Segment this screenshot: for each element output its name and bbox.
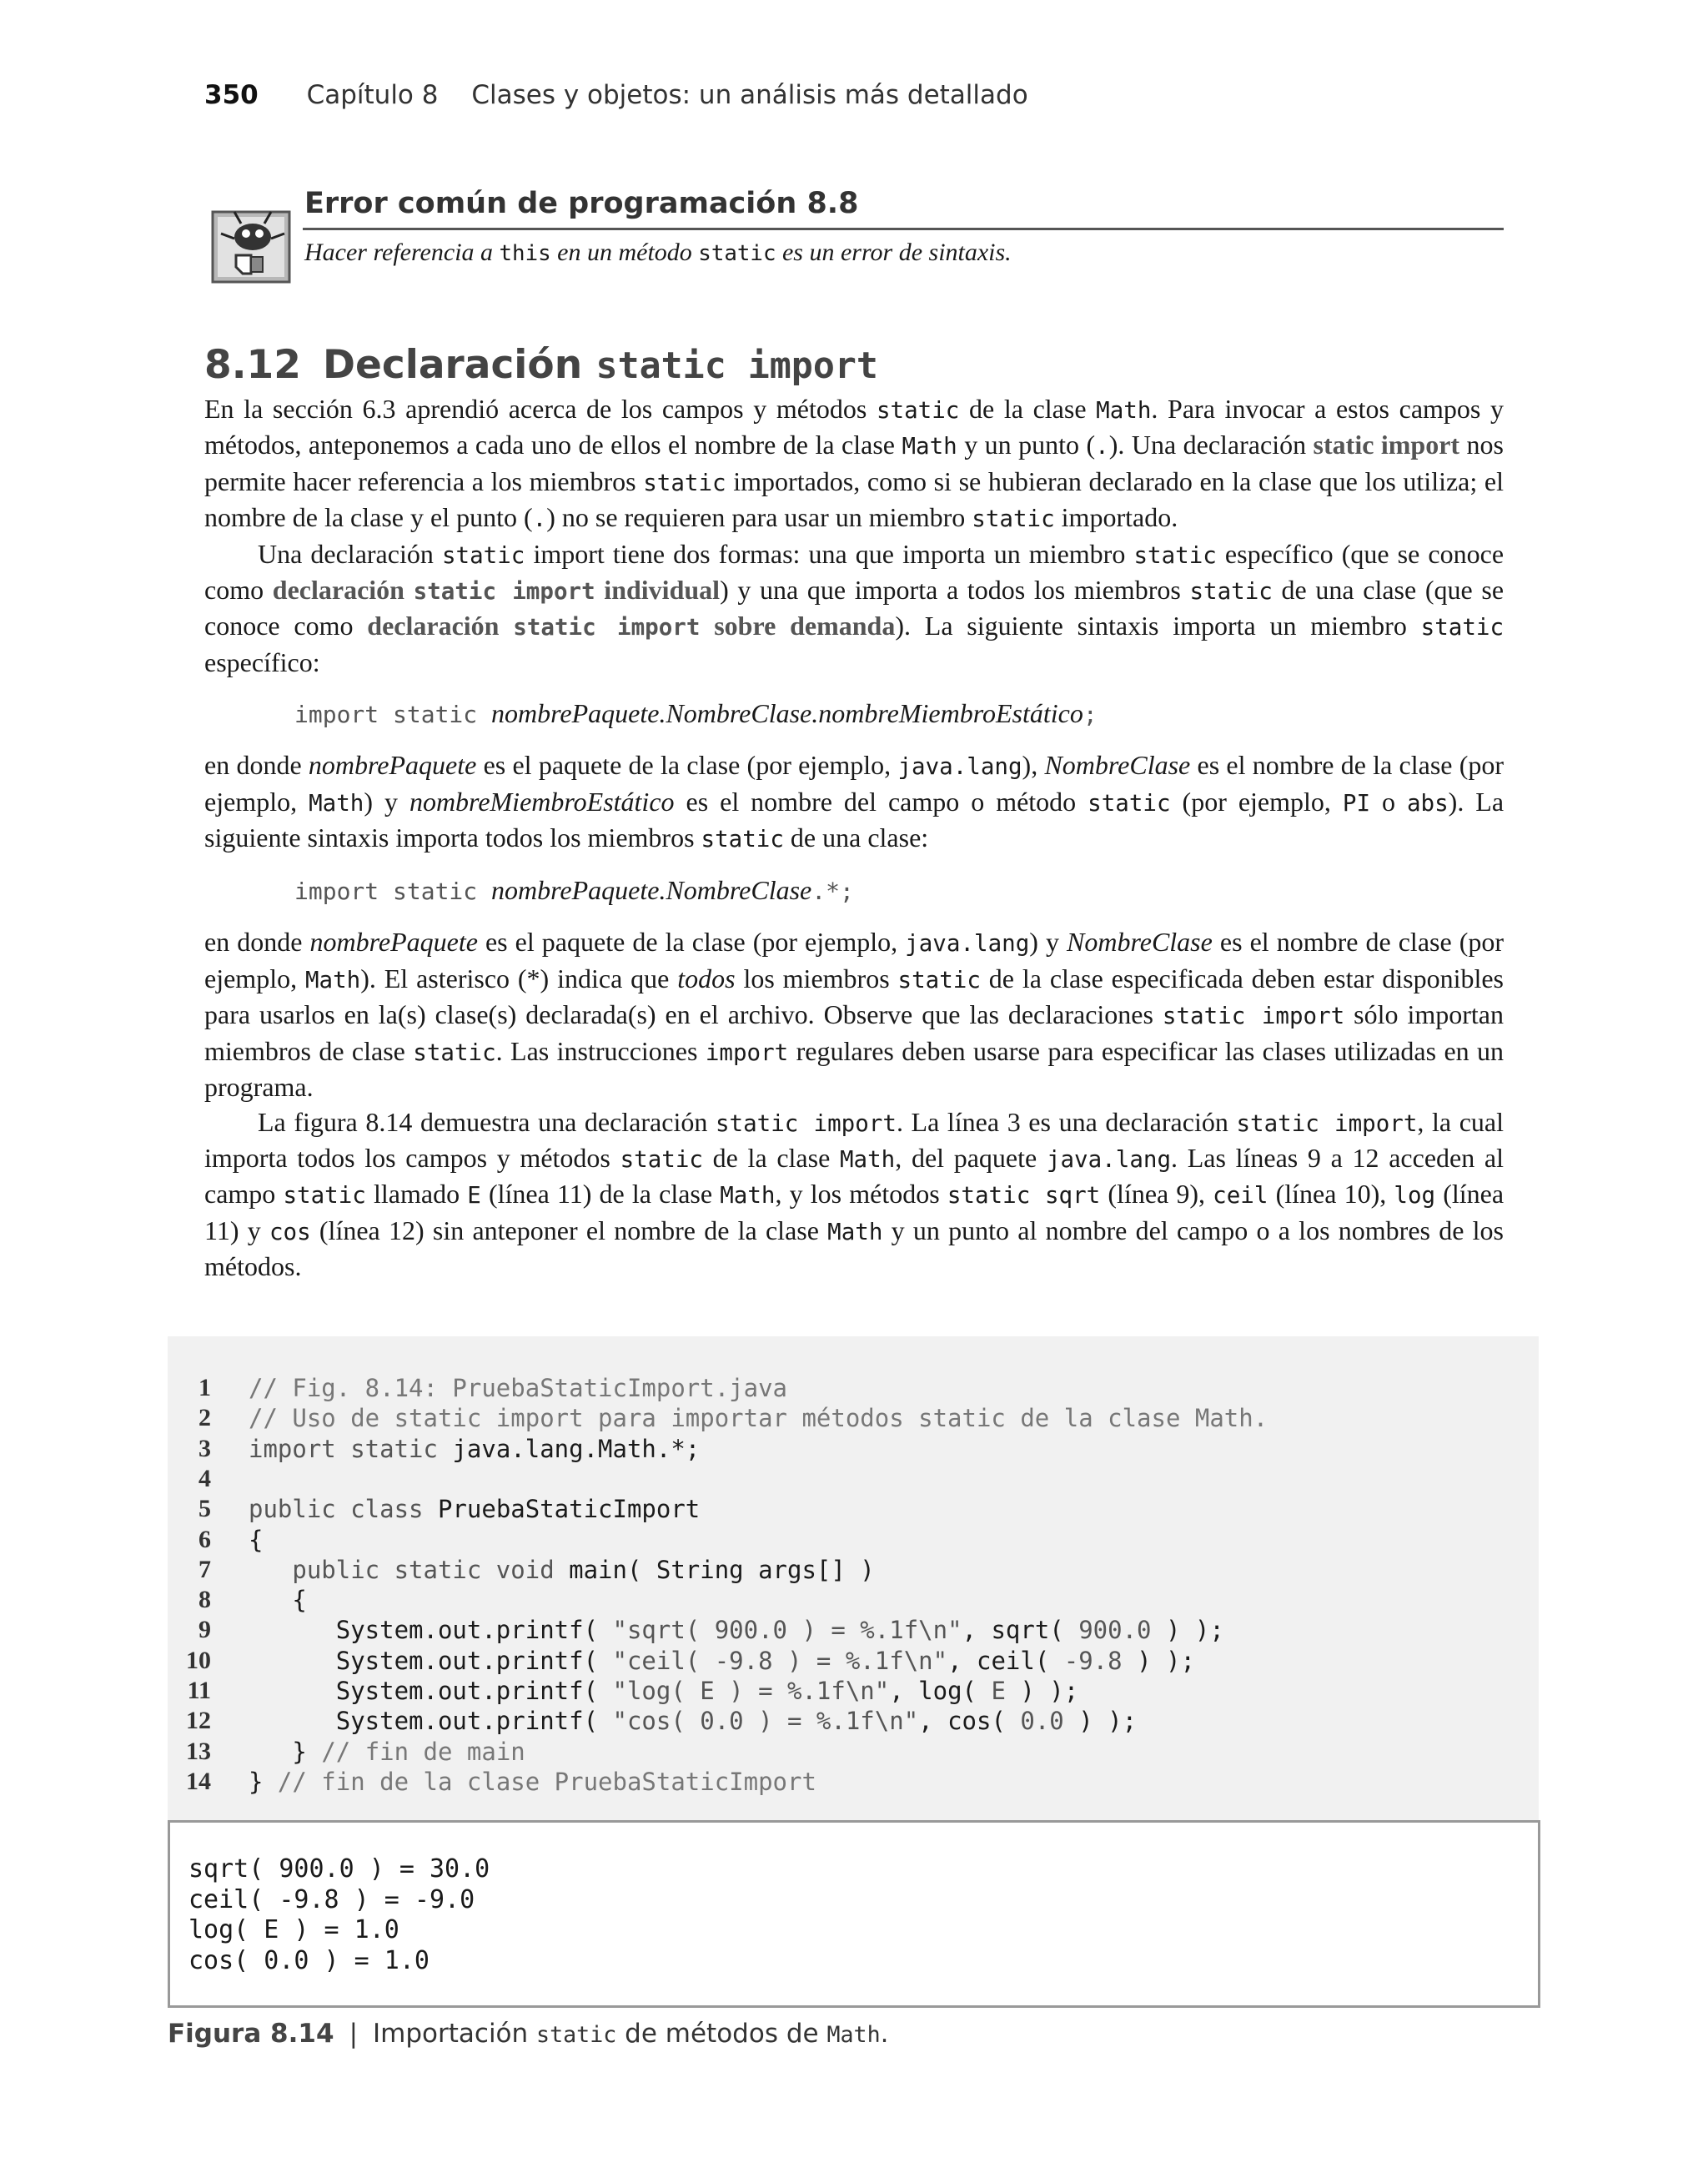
chapter-label: Capítulo 8 [306, 80, 439, 110]
paragraph: En la sección 6.3 aprendió acerca de los campos y métodos static de la clase Math. Para invocar a estos campos y métodos, anteponemos a cada uno de ellos el nombre de la clase Math y un punto (.). Una declaración static import nos permite hacer referencia a los miembros static importados, como si se hubieran declarado en la clase que los utiliza; el nombre de la clase y el punto (.) no se requieren para usar un miembro static importado. [204, 394, 1505, 533]
code-text: } // fin de la clase PruebaStaticImport [249, 1767, 816, 1796]
code-text: System.out.printf( "ceil( -9.8 ) = %.1f\n", ceil( -9.8 ) ); [249, 1646, 1195, 1675]
code-listing [168, 1336, 1539, 1820]
section-heading [204, 342, 878, 388]
page-number: 350 [204, 80, 259, 110]
error-title: Error común de programación 8.8 [304, 187, 859, 220]
running-head [204, 80, 1028, 110]
line-number: 3 [198, 1434, 211, 1462]
key-term: declaración static import sobre demanda [367, 611, 896, 641]
line-number: 11 [187, 1677, 211, 1704]
key-term: static import [1313, 430, 1460, 460]
code-text: System.out.printf( "cos( 0.0 ) = %.1f\n", cos( 0.0 ) ); [249, 1707, 1138, 1736]
output-line: sqrt( 900.0 ) = 30.0 [188, 1854, 490, 1884]
program-output [168, 1820, 1540, 2008]
line-number: 1 [198, 1374, 211, 1401]
error-text: Hacer referencia a this en un método static es un error de sintaxis. [304, 239, 1012, 266]
line-number: 7 [198, 1555, 211, 1583]
code-text: System.out.printf( "sqrt( 900.0 ) = %.1f\n", sqrt( 900.0 ) ); [249, 1616, 1224, 1645]
line-number: 14 [186, 1767, 211, 1795]
code-text: { [249, 1586, 307, 1615]
section-title-code: static import [595, 345, 878, 387]
divider [303, 228, 1504, 230]
code-text: public static void main( String args[] ) [249, 1555, 875, 1584]
figure-label: Figura 8.14 [168, 2019, 334, 2049]
caption-separator: | [349, 2019, 359, 2049]
code-text: System.out.printf( "log( E ) = %.1f\n", log( E ) ); [249, 1677, 1079, 1705]
paragraph: La figura 8.14 demuestra una declaración static import. La línea 3 es una declaración static import, la cual importa todos los campos y métodos static de la clase Math, del paquete java.lang. Las líneas 9 a 12 acceden al campo static llamado E (línea 11) de la clase Math, y los métodos static sqrt (línea 9), ceil (línea 10), log (línea 11) y cos (línea 12) sin anteponer el nombre de la clase Math y un punto al nombre del campo o a los nombres de los métodos. [204, 1106, 1505, 1282]
code-text: } // fin de main [249, 1737, 525, 1766]
line-number: 13 [186, 1737, 211, 1765]
chapter-title: Clases y objetos: un análisis más detallado [471, 80, 1028, 110]
figure-caption: Figura 8.14 | Importación static de métodos de Math. [168, 2019, 889, 2049]
code-text: // Fig. 8.14: PruebaStaticImport.java [249, 1374, 788, 1402]
code-text: // Uso de static import para importar métodos static de la clase Math. [249, 1404, 1268, 1433]
common-error-box [211, 185, 1504, 285]
code-text: { [249, 1525, 264, 1554]
bug-thumbs-down-icon [211, 205, 294, 285]
line-number: 4 [198, 1464, 211, 1492]
output-text [188, 1854, 490, 1976]
line-number: 12 [186, 1707, 211, 1735]
section-number: 8.12 [204, 342, 301, 388]
line-number: 8 [198, 1586, 211, 1614]
output-line: log( E ) = 1.0 [188, 1915, 399, 1944]
code-text: public class PruebaStaticImport [249, 1495, 701, 1524]
key-term: declaración static import individual [272, 575, 721, 606]
syntax-example: import static nombrePaquete.NombreClase.*; [294, 875, 854, 906]
output-line: cos( 0.0 ) = 1.0 [188, 1945, 430, 1975]
paragraph: en donde nombrePaquete es el paquete de la clase (por ejemplo, java.lang), NombreClase es el nombre de la clase (por ejemplo, Math) y nombreMiembroEstático es el nombre del campo o método static (por ejemplo, PI o abs). La siguiente sintaxis importa todos los miembros static de una clase: [204, 750, 1505, 853]
paragraph: en donde nombrePaquete es el paquete de la clase (por ejemplo, java.lang) y NombreClase es el nombre de clase (por ejemplo, Math). El asterisco (*) indica que todos los miembros static de la clase especificada deben estar disponibles para usarlos en la(s) clase(s) declarada(s) en el archivo. Observe que las declaraciones static import sólo importan miembros de clase static. Las instrucciones import regulares deben usarse para especificar las clases utilizadas en un programa. [204, 927, 1505, 1103]
body-text [204, 392, 1504, 1285]
paragraph: Una declaración static import tiene dos formas: una que importa un miembro static específico (que se conoce como declaración static import individual) y una que importa a todos los miembros static de una clase (que se conoce como declaración static import sobre demanda). La siguiente sintaxis importa un miembro static específico: [204, 538, 1505, 677]
line-number: 2 [198, 1404, 211, 1432]
code-text: import static java.lang.Math.*; [249, 1434, 701, 1463]
line-number: 6 [198, 1525, 211, 1553]
line-number: 10 [186, 1646, 211, 1674]
output-line: ceil( -9.8 ) = -9.0 [188, 1884, 475, 1914]
section-title: Declaración [322, 342, 583, 388]
line-number: 5 [198, 1495, 211, 1523]
line-number: 9 [198, 1616, 211, 1644]
syntax-example: import static nombrePaquete.NombreClase.nombreMiembroEstático; [294, 698, 1098, 729]
